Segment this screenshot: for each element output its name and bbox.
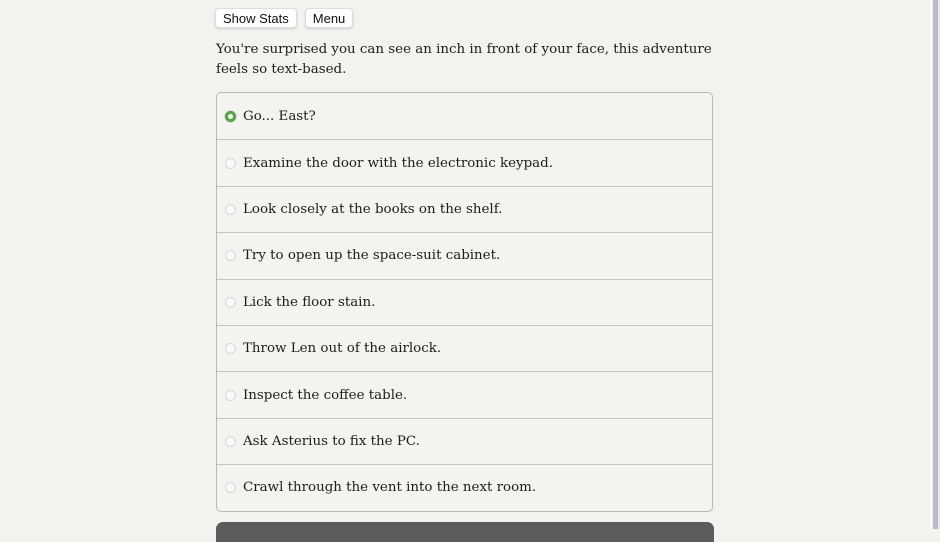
radio-selected-icon[interactable] — [225, 111, 236, 122]
choice-label: Inspect the coffee table. — [243, 387, 408, 403]
show-stats-button[interactable]: Show Stats — [215, 8, 297, 28]
choice-label: Look closely at the books on the shelf. — [243, 201, 503, 217]
scrollbar-thumb[interactable] — [933, 0, 938, 529]
next-button[interactable] — [216, 522, 714, 542]
choice-label: Crawl through the vent into the next room. — [243, 480, 537, 496]
choice-option[interactable] — [217, 464, 712, 510]
choice-label: Examine the door with the electronic keypad. — [243, 155, 553, 171]
radio-icon[interactable] — [225, 482, 236, 493]
choice-label: Throw Len out of the airlock. — [243, 341, 442, 357]
scrollbar[interactable] — [931, 0, 940, 529]
story-text: You're surprised you can see an inch in front of your face, this adventure feels so text-based. — [216, 42, 712, 77]
choice-label: Lick the floor stain. — [243, 294, 376, 310]
choice-option[interactable] — [217, 325, 712, 371]
top-toolbar — [215, 8, 353, 28]
radio-icon[interactable] — [225, 297, 236, 308]
choice-option[interactable] — [217, 186, 712, 232]
choice-list — [216, 92, 713, 512]
choice-option[interactable] — [217, 279, 712, 325]
radio-icon[interactable] — [225, 343, 236, 354]
radio-icon[interactable] — [225, 390, 236, 401]
choice-option[interactable] — [217, 418, 712, 464]
choice-option[interactable] — [217, 139, 712, 185]
choice-label: Ask Asterius to fix the PC. — [243, 433, 420, 449]
menu-button[interactable]: Menu — [305, 8, 354, 28]
radio-icon[interactable] — [225, 250, 236, 261]
choice-option[interactable] — [217, 93, 712, 139]
choice-label: Try to open up the space-suit cabinet. — [243, 248, 501, 264]
choice-option[interactable] — [217, 371, 712, 417]
choice-label: Go... East? — [243, 108, 316, 124]
radio-icon[interactable] — [225, 158, 236, 169]
radio-icon[interactable] — [225, 204, 236, 215]
choice-option[interactable] — [217, 232, 712, 278]
radio-icon[interactable] — [225, 436, 236, 447]
